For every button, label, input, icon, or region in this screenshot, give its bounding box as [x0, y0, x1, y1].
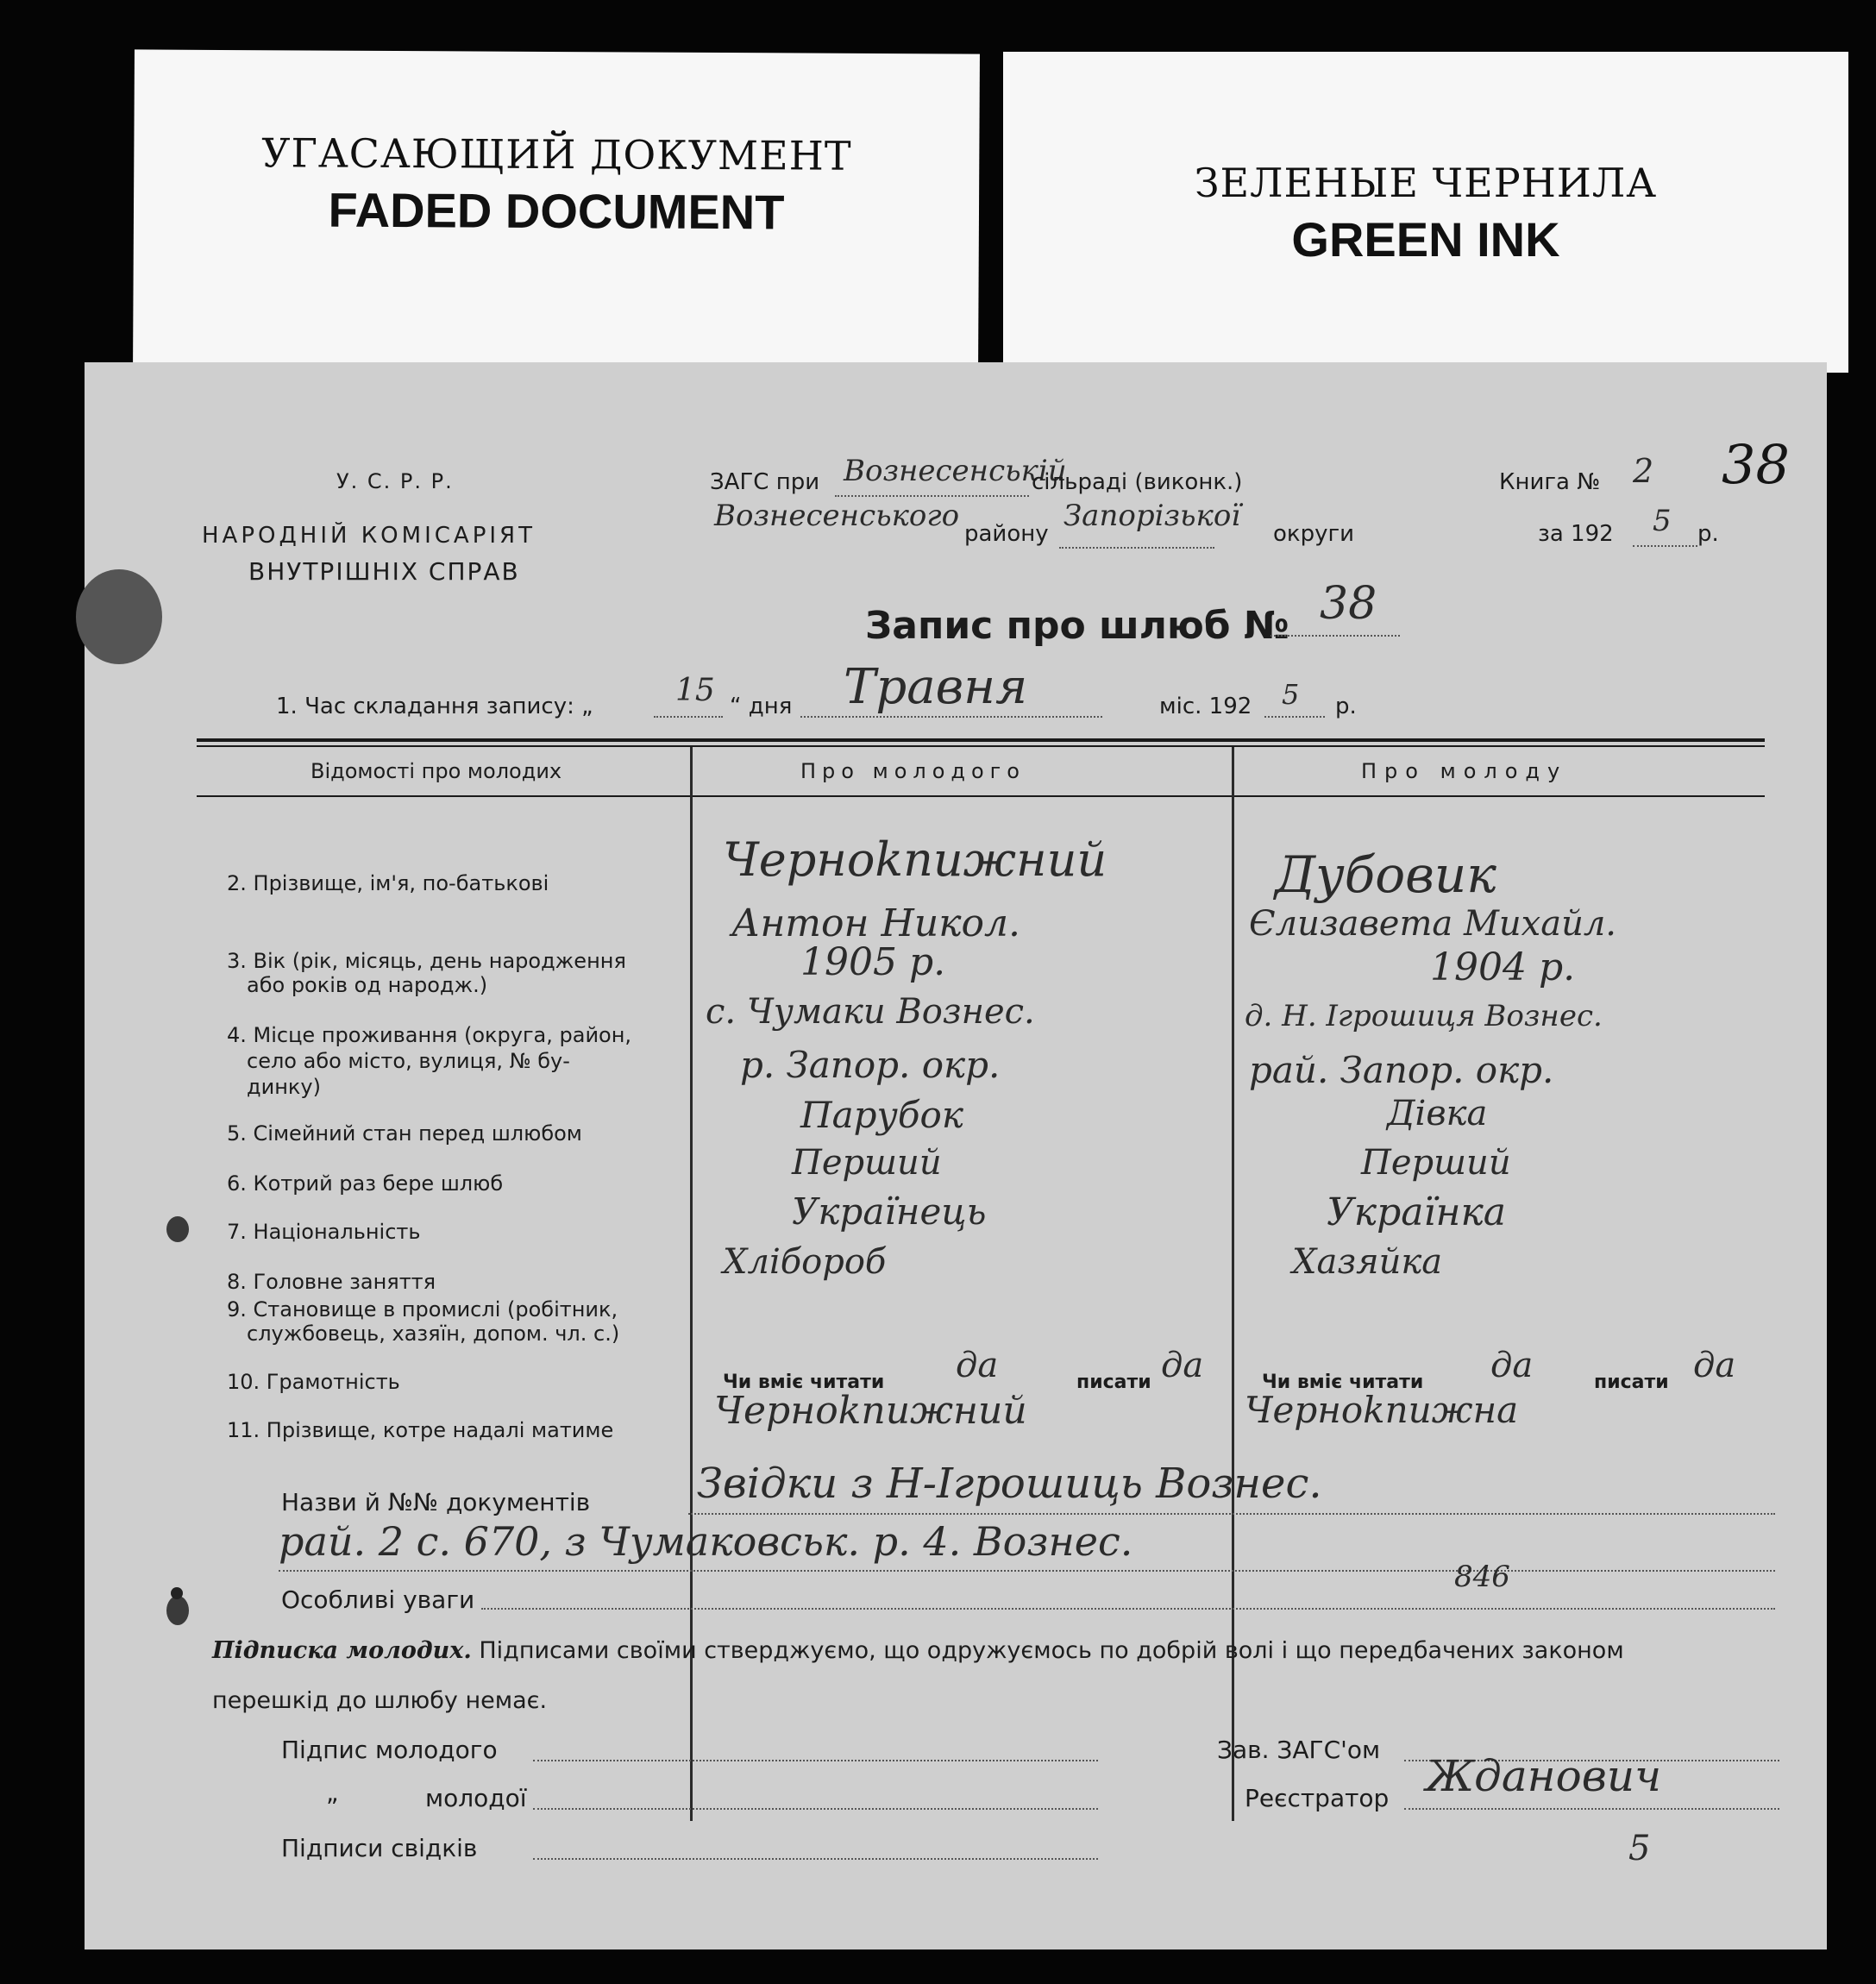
stain-mark [166, 1596, 189, 1625]
fill-line [800, 716, 1102, 718]
hw-groom-surname: Черноknижний [723, 832, 1107, 887]
fill-line [533, 1760, 1098, 1761]
hw-groom-new-surname: Черноknижний [714, 1389, 1027, 1433]
table-top-rule-thin [197, 745, 1765, 747]
row-age-label-2: або років од народж.) [247, 973, 488, 997]
col-groom-header: Про молодого [800, 759, 1026, 783]
row-occupation-label: 8. Головне заняття [227, 1270, 436, 1294]
fill-line [688, 1513, 1775, 1515]
hw-book: 2 [1633, 452, 1654, 490]
hw-groom-occupation: Хлібороб [723, 1242, 887, 1282]
hw-groom-write: да [1161, 1346, 1204, 1385]
statement-text-2: перешкід до шлюбу немає. [212, 1687, 548, 1714]
hw-bride-residence: д. Н. Ігрошиця Вознес. [1245, 999, 1603, 1033]
commissariat-line-2: ВНУТРІШНІХ СПРАВ [248, 557, 520, 586]
green-label-en: GREEN INK [1291, 212, 1560, 267]
row-residence-label: 4. Місце проживання (округа, район, [227, 1023, 632, 1047]
fill-line [1271, 635, 1400, 637]
hw-bride-read: да [1490, 1346, 1534, 1385]
hw-bride-residence-2: рай. Запор. окр. [1249, 1049, 1554, 1091]
hw-groom-marriage-count: Перший [792, 1143, 942, 1183]
hw-month: Травня [844, 659, 1028, 715]
row-residence-label-2: село або місто, вулиця, № бу- [247, 1049, 570, 1073]
hw-bride-write: да [1693, 1346, 1736, 1385]
hw-bride-nationality: Українка [1327, 1190, 1507, 1234]
year-suffix: р. [1697, 521, 1719, 547]
year-prefix: за 192 [1538, 521, 1614, 547]
book-label: Книга № [1499, 469, 1601, 495]
hw-groom-name: Антон Никол. [731, 901, 1020, 945]
hw-bride-marital: Дівка [1387, 1094, 1488, 1133]
row-age-label: 3. Вік (рік, місяць, день народження [227, 949, 626, 973]
hw-groom-nationality: Українець [792, 1190, 987, 1233]
stain-mark [166, 1216, 189, 1242]
zags-head-label: Зав. ЗАГС'ом [1217, 1736, 1381, 1764]
table-top-rule [197, 738, 1765, 742]
hw-groom-marital: Парубок [800, 1094, 963, 1136]
commissariat-line-1: НАРОДНІЙ КОМІСАРІЯТ [202, 523, 536, 549]
bride-read-label: Чи вміє читати [1262, 1372, 1424, 1393]
hw-village: Вознесенській [844, 454, 1067, 488]
zags-suffix: сільраді (виконк.) [1032, 469, 1243, 495]
okruga-label: округи [1273, 521, 1355, 547]
groom-read-label: Чи вміє читати [723, 1372, 885, 1393]
day-label: “ дня [730, 694, 793, 719]
hw-bride-age: 1904 р. [1430, 945, 1576, 989]
hw-bride-surname: Дубовик [1275, 845, 1496, 904]
hw-date-year: 5 [1282, 678, 1300, 711]
hw-bride-occupation: Хазяйка [1292, 1242, 1443, 1282]
fill-line [481, 1608, 1775, 1610]
hw-bride-new-surname: Черноknижна [1245, 1389, 1519, 1431]
raion-label: району [964, 521, 1049, 547]
fill-line [1633, 545, 1697, 547]
stain-mark [171, 1587, 183, 1599]
statement-text [212, 1637, 1624, 1664]
hw-mark: 5 [1628, 1829, 1651, 1868]
row-marriage-count-label: 6. Котрий раз бере шлюб [227, 1171, 504, 1196]
fill-line [1404, 1808, 1779, 1810]
col-bride-header: Про молоду [1361, 759, 1568, 783]
fill-line [279, 1570, 1775, 1572]
faded-label-ru: УГАСАЮЩИЙ ДОКУМЕНТ [261, 129, 852, 179]
registrar-label: Реєстратор [1245, 1784, 1390, 1812]
row-marital-label: 5. Сімейний стан перед шлюбом [227, 1121, 582, 1146]
statement-body: Підписами своїми стверджуємо, що одружуємось по добрій волі і що передбачених законом [479, 1637, 1624, 1664]
col-info-header: Відомості про молодих [311, 759, 562, 783]
hw-okruga: Запорізької [1063, 499, 1241, 533]
hw-groom-residence-2: р. Запор. окр. [740, 1044, 1001, 1086]
hw-year: 5 [1653, 504, 1672, 538]
row-surname-label: 11. Прізвище, котре надалі матиме [227, 1418, 614, 1442]
row-industry-label: 9. Становище в промислі (робітник, [227, 1297, 618, 1322]
hw-raion: Вознесенського [714, 499, 960, 533]
marriage-record-form [85, 362, 1827, 1949]
row-name-label: 2. Прізвище, ім'я, по-батькові [227, 871, 549, 895]
statement-bold: Підписка молодих. [212, 1637, 472, 1664]
hw-groom-read: да [956, 1346, 999, 1385]
fill-line [654, 716, 723, 718]
row-residence-label-3: динку) [247, 1075, 321, 1099]
notes-label: Особливі уваги [281, 1585, 475, 1614]
row-literacy-label: 10. Грамотність [227, 1370, 400, 1394]
hw-registrar-signature: Жданович [1426, 1751, 1662, 1801]
fill-line [1264, 716, 1325, 718]
row-industry-label-2: службовець, хазяїн, допом. чл. с.) [247, 1322, 620, 1346]
hw-documents-line-3: 846 [1454, 1560, 1510, 1594]
documents-label: Назви й №№ документів [281, 1488, 591, 1516]
date-year-suffix: р. [1335, 694, 1357, 719]
bride-quote-mark: „ [326, 1779, 339, 1807]
record-title: Запис про шлюб № [865, 604, 1289, 648]
table-header-rule [197, 795, 1765, 797]
hw-groom-age: 1905 р. [800, 940, 946, 984]
groom-write-label: писати [1076, 1372, 1151, 1393]
groom-signature-label: Підпис молодого [281, 1736, 498, 1764]
hw-page-number: 38 [1722, 433, 1790, 496]
hw-record-number: 38 [1320, 578, 1377, 630]
hw-documents-line-2: рай. 2 с. 670, з Чумаковськ. р. 4. Вознес. [279, 1518, 1133, 1565]
row-nationality-label: 7. Національність [227, 1220, 421, 1244]
ussr-label: У. С. Р. Р. [336, 469, 454, 493]
bride-signature-label: молодої [425, 1784, 527, 1812]
month-label: міс. 192 [1159, 694, 1252, 719]
hw-bride-name: Єлизавета Михайл. [1249, 904, 1617, 944]
fill-line [835, 495, 1029, 497]
witnesses-label: Підписи свідків [281, 1834, 478, 1862]
fill-line [533, 1808, 1098, 1810]
record-date-label: 1. Час складання запису: „ [276, 694, 593, 719]
hw-documents-line-1: Звідки з Н-Ігрошиць Вознес. [697, 1460, 1322, 1508]
stain-mark [76, 569, 162, 664]
bride-write-label: писати [1594, 1372, 1669, 1393]
zags-prefix: ЗАГС при [710, 469, 820, 495]
faded-document-label [133, 49, 980, 374]
hw-bride-marriage-count: Перший [1361, 1143, 1511, 1183]
green-ink-label [1003, 52, 1848, 373]
hw-day: 15 [675, 673, 715, 708]
fill-line [533, 1858, 1098, 1860]
fill-line [1059, 547, 1214, 549]
hw-groom-residence: с. Чумаки Вознес. [706, 992, 1035, 1032]
green-label-ru: ЗЕЛЕНЫЕ ЧЕРНИЛА [1194, 160, 1658, 206]
faded-label-en: FADED DOCUMENT [328, 182, 785, 240]
